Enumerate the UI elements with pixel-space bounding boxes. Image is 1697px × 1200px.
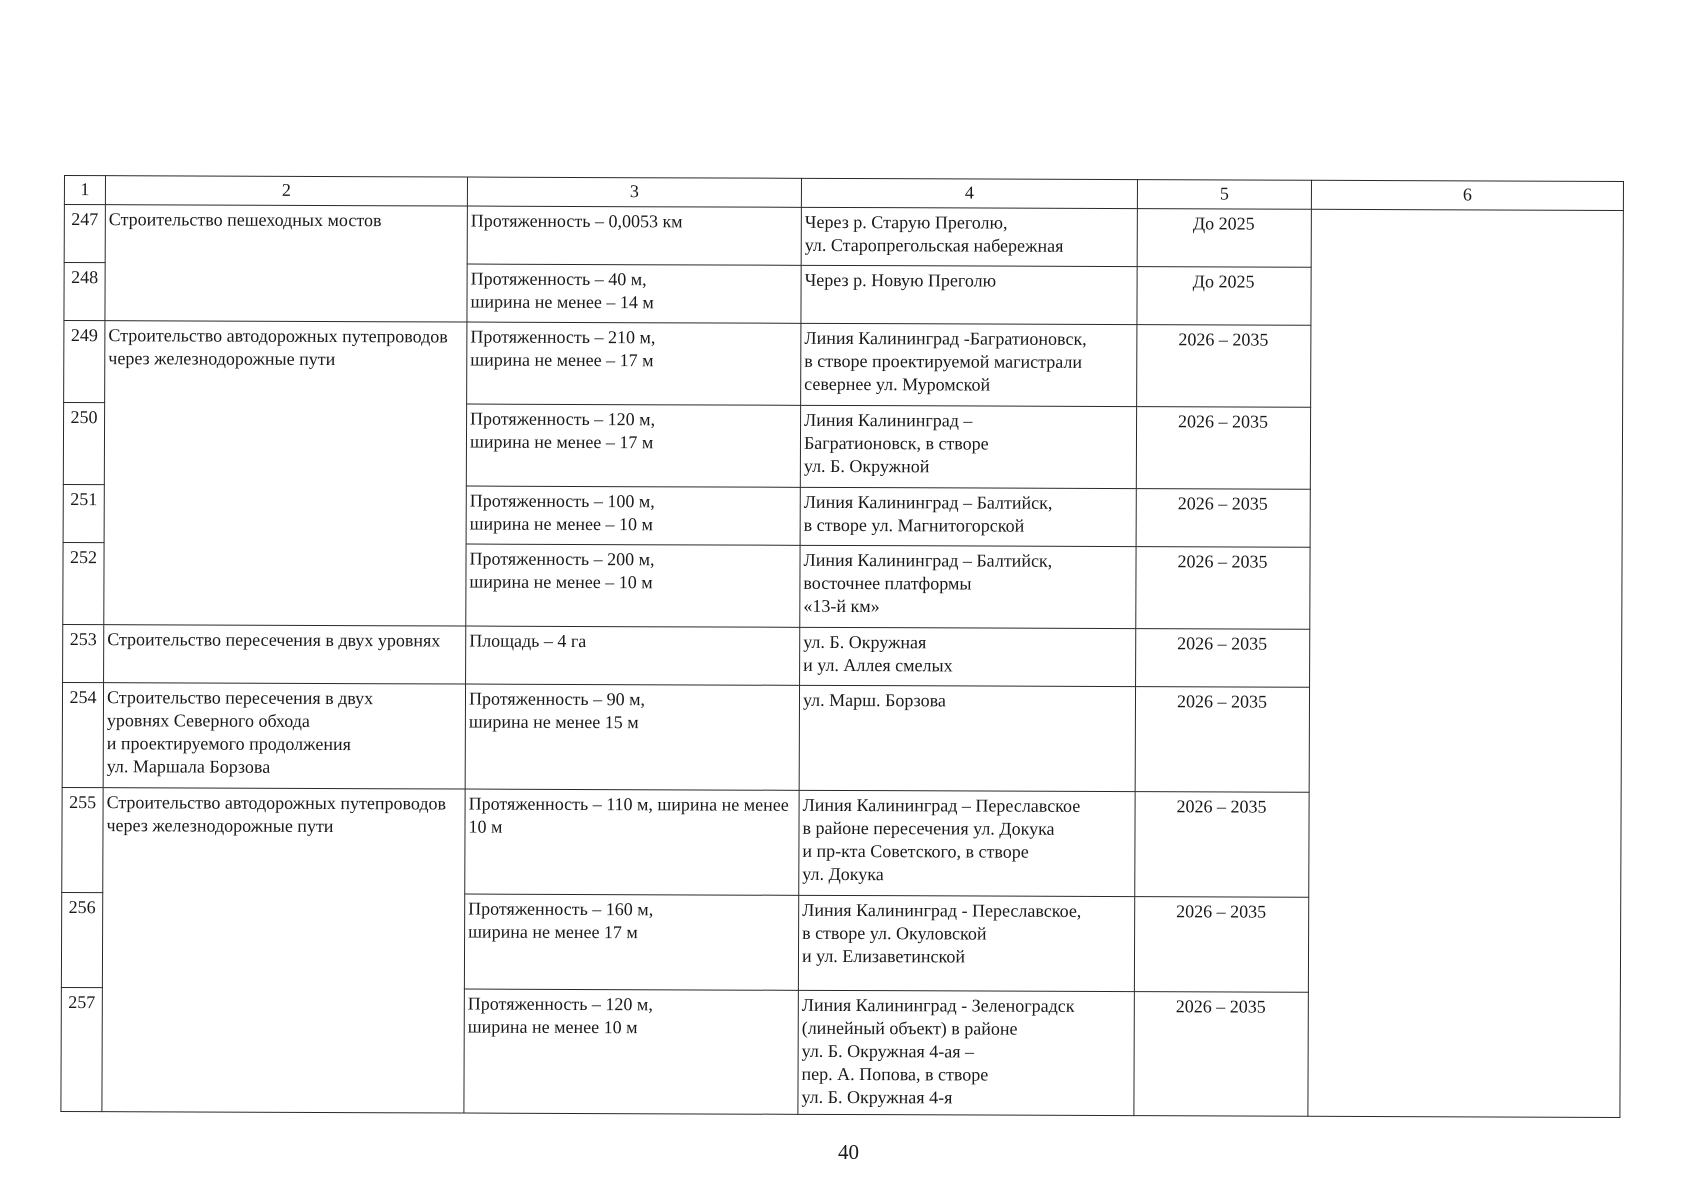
implementation-period: 2026 – 2035 xyxy=(1134,992,1308,1117)
projects-table xyxy=(60,175,1624,1118)
object-parameters: Протяженность – 160 м, ширина не менее 17 м xyxy=(464,894,798,990)
implementation-period: 2026 – 2035 xyxy=(1136,407,1310,490)
object-parameters: Протяженность – 120 м, ширина не менее 10 м xyxy=(464,989,798,1114)
object-location: Линия Калининград - Переславское, в створе ул. Окуловской и ул. Елизаветинской xyxy=(798,895,1134,991)
object-name: Строительство автодорожных путепроводов через железнодорожные пути xyxy=(102,788,465,1113)
row-number: 250 xyxy=(63,403,104,485)
column-number: 1 xyxy=(64,176,105,205)
row-number: 255 xyxy=(62,787,103,892)
implementation-period: 2026 – 2035 xyxy=(1136,489,1310,548)
object-name: Строительство пересечения в двух уровнях xyxy=(104,625,466,684)
implementation-period: 2026 – 2035 xyxy=(1137,325,1311,408)
object-location: Линия Калининград - Зеленоградск (линейный объект) в районе ул. Б. Окружная 4-ая – пер. А. Попова, в створе ул. Б. Окружная 4-я xyxy=(798,990,1134,1115)
column-number: 4 xyxy=(801,178,1137,208)
implementation-period: 2026 – 2035 xyxy=(1135,792,1309,898)
object-name: Строительство пешеходных мостов xyxy=(105,205,467,322)
column-number: 5 xyxy=(1137,180,1311,210)
notes-cell xyxy=(1308,209,1623,1117)
object-parameters: Протяженность – 0,0053 км xyxy=(467,206,801,265)
implementation-period: 2026 – 2035 xyxy=(1134,897,1308,993)
object-location: Линия Калининград – Балтийск, восточнее платформы «13-й км» xyxy=(800,545,1136,628)
object-name: Строительство пересечения в двух уровнях Северного обхода и проектируемого продолжения ул. Маршала Борзова xyxy=(103,683,465,789)
implementation-period: До 2025 xyxy=(1137,209,1311,268)
object-parameters: Протяженность – 110 м, ширина не менее 10 м xyxy=(465,789,799,895)
table-row xyxy=(64,205,1623,269)
row-number: 249 xyxy=(64,321,105,403)
row-number: 253 xyxy=(63,624,104,682)
object-parameters: Протяженность – 90 м, ширина не менее 15 м xyxy=(465,684,799,790)
object-parameters: Протяженность – 200 м, ширина не менее – 10 м xyxy=(466,544,800,627)
row-number: 252 xyxy=(63,542,104,624)
object-location: Через р. Старую Преголю, ул. Старопрегольская набережная xyxy=(801,207,1137,266)
column-number: 6 xyxy=(1311,180,1623,210)
object-parameters: Протяженность – 40 м, ширина не менее – 14 м xyxy=(467,264,801,323)
object-parameters: Площадь – 4 га xyxy=(466,626,800,685)
column-number: 2 xyxy=(105,176,467,206)
object-location: Линия Калининград – Переславское в районе пересечения ул. Докука и пр-кта Советского, в створе ул. Докука xyxy=(799,790,1135,896)
row-number: 247 xyxy=(64,205,105,263)
implementation-period: 2026 – 2035 xyxy=(1136,629,1310,688)
column-number: 3 xyxy=(467,177,801,207)
page-number: 40 xyxy=(838,1140,859,1164)
row-number: 256 xyxy=(61,892,102,987)
object-parameters: Протяженность – 210 м, ширина не менее – 17 м xyxy=(467,322,801,405)
implementation-period: 2026 – 2035 xyxy=(1135,687,1309,793)
object-location: ул. Марш. Борзова xyxy=(799,685,1135,791)
object-parameters: Протяженность – 100 м, ширина не менее – 10 м xyxy=(466,486,800,545)
row-number: 251 xyxy=(63,484,104,542)
row-number: 248 xyxy=(64,263,105,321)
row-number: 257 xyxy=(61,987,102,1111)
object-location: Линия Калининград – Балтийск, в створе ул. Магнитогорской xyxy=(800,487,1136,546)
object-name: Строительство автодорожных путепроводов через железнодорожные пути xyxy=(104,321,467,626)
row-number: 254 xyxy=(62,682,103,787)
object-location: Через р. Новую Преголю xyxy=(801,265,1137,324)
implementation-period: До 2025 xyxy=(1137,267,1311,326)
object-location: Линия Калининград -Багратионовск, в створе проектируемой магистрали севернее ул. Муромской xyxy=(801,323,1137,406)
object-parameters: Протяженность – 120 м, ширина не менее – 17 м xyxy=(466,404,800,487)
object-location: Линия Калининград – Багратионовск, в створе ул. Б. Окружной xyxy=(800,405,1136,488)
implementation-period: 2026 – 2035 xyxy=(1136,547,1310,630)
object-location: ул. Б. Окружная и ул. Аллея смелых xyxy=(800,627,1136,686)
